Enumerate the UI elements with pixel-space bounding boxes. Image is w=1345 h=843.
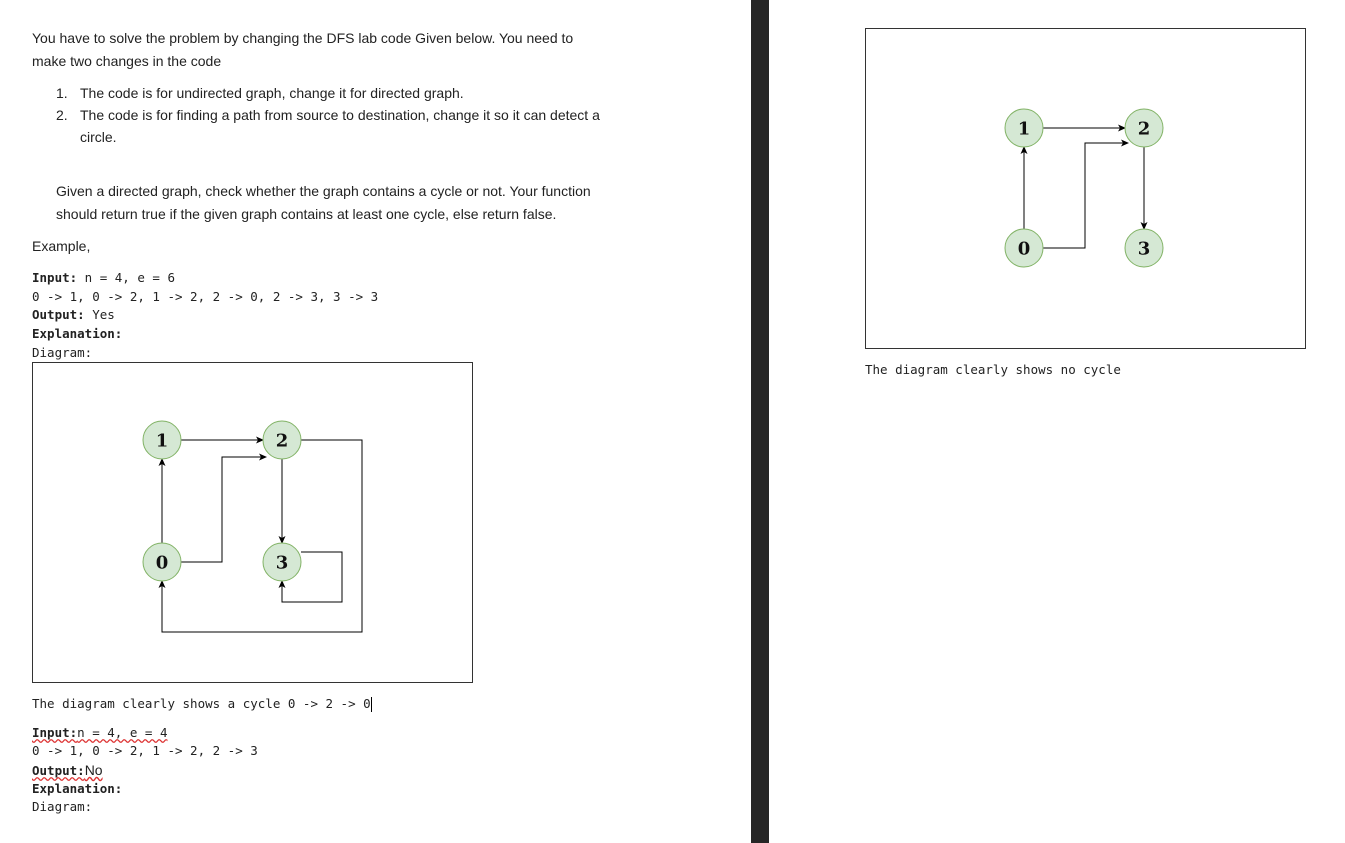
svg-text:2: 2 <box>1137 118 1151 140</box>
ex2-diagram-label: Diagram: <box>32 799 93 814</box>
problem-line-1: Given a directed graph, check whether the graph contains a cycle or not. Your function <box>56 183 591 199</box>
node-3 <box>263 543 301 581</box>
svg-text:0: 0 <box>1017 238 1031 260</box>
change-2-text: The code is for finding a path from source to destination, change it so it can detect a <box>80 107 600 123</box>
ex1-edges: 0 -> 1, 0 -> 2, 1 -> 2, 2 -> 0, 2 -> 3, 3 -> 3 <box>32 289 379 304</box>
ex1-caption: The diagram clearly shows a cycle 0 -> 2 -> 0 <box>32 696 371 711</box>
ex2-input: Input:n = 4, e = 4 <box>32 725 168 740</box>
node-2-b <box>1125 109 1163 147</box>
ex2-output: Output:No <box>32 762 103 778</box>
change-1-number: 1. <box>56 85 68 101</box>
problem-line-2: should return true if the given graph contains at least one cycle, else return false. <box>56 206 557 222</box>
edge-2-0 <box>162 440 362 632</box>
edge-0-2-b <box>1043 143 1128 248</box>
input-value: n = 4, e = 6 <box>77 270 175 285</box>
intro-line-1: You have to solve the problem by changing the DFS lab code Given below. You need to <box>32 30 574 46</box>
output-label: Output: <box>32 307 85 322</box>
node-1 <box>143 421 181 459</box>
svg-text:0: 0 <box>155 552 169 574</box>
change-1-text: The code is for undirected graph, change it for directed graph. <box>80 85 464 101</box>
node-0-b <box>1005 229 1043 267</box>
ex1-diagram-label: Diagram: <box>32 345 93 360</box>
svg-text:1: 1 <box>155 430 169 452</box>
node-0 <box>143 543 181 581</box>
svg-text:3: 3 <box>1137 238 1151 260</box>
intro-line-2: make two changes in the code <box>32 53 222 69</box>
change-2-number: 2. <box>56 107 68 123</box>
ex2-caption: The diagram clearly shows no cycle <box>865 362 1121 377</box>
output-value: Yes <box>84 307 115 322</box>
ex2-explanation: Explanation: <box>32 781 123 796</box>
svg-text:2: 2 <box>275 430 289 452</box>
example-label: Example, <box>32 238 91 254</box>
node-2 <box>263 421 301 459</box>
node-3-b <box>1125 229 1163 267</box>
node-1-b <box>1005 109 1043 147</box>
input-label: Input: <box>32 270 78 285</box>
change-2-cont: circle. <box>80 129 117 145</box>
edge-0-2 <box>181 457 266 562</box>
svg-text:1: 1 <box>1017 118 1031 140</box>
svg-text:3: 3 <box>275 552 289 574</box>
ex2-edges: 0 -> 1, 0 -> 2, 1 -> 2, 2 -> 3 <box>32 743 258 758</box>
ex1-explanation: Explanation: <box>32 326 123 341</box>
